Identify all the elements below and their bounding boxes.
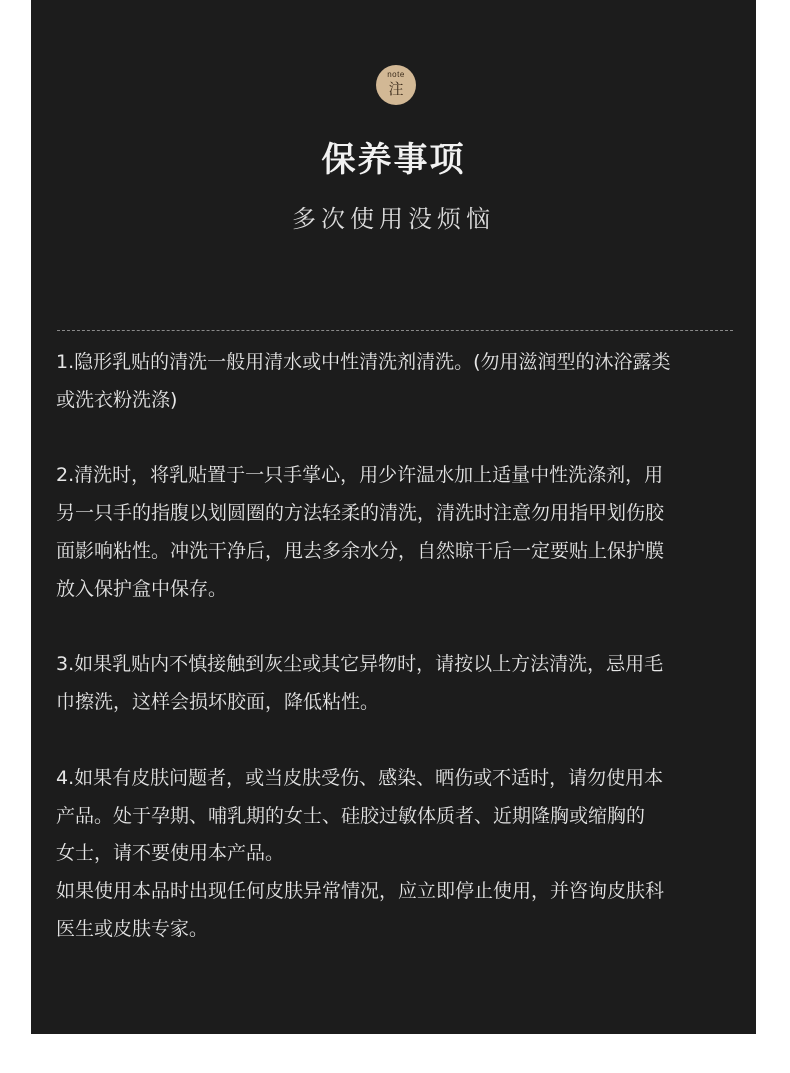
- instruction-item-4: 4.如果有皮肤问题者，或当皮肤受伤、感染、晒伤或不适时，请勿使用本 产品。处于孕期、哺乳期的女士、硅胶过敏体质者、近期隆胸或缩胸的 女士，请不要使用本产品。 如果使用本品时出现任何皮肤异常情况，应立即停止使用，并咨询皮肤科 医生或皮肤专家。: [56, 766, 665, 940]
- page-title: 保养事项: [321, 140, 466, 180]
- note-badge: [376, 65, 416, 105]
- instruction-item-2: 2.清洗时，将乳贴置于一只手掌心，用少许温水加上适量中性洗涤剂，用 另一只手的指腹以划圆圈的方法轻柔的清洗，清洗时注意勿用指甲划伤胶 面影响粘性。冲洗干净后，甩去多余水分，自然晾干后一定要贴上保护膜 放入保护盒中保存。: [56, 464, 665, 600]
- dashed-divider: [57, 330, 733, 331]
- note-badge-en: note: [387, 70, 405, 79]
- note-badge-cn: 注: [388, 80, 404, 98]
- page-subtitle: 多次使用没烦恼: [292, 205, 495, 233]
- instruction-item-3: 3.如果乳贴内不慎接触到灰尘或其它异物时，请按以上方法清洗，忌用毛 巾擦洗，这样会损坏胶面，降低粘性。: [56, 653, 664, 714]
- instructions-list: [56, 344, 751, 949]
- instruction-item-1: 1.隐形乳贴的清洗一般用清水或中性清洗剂清洗。(勿用滋润型的沐浴露类 或洗衣粉洗涤): [56, 351, 671, 411]
- care-instructions-panel: [31, 0, 756, 1034]
